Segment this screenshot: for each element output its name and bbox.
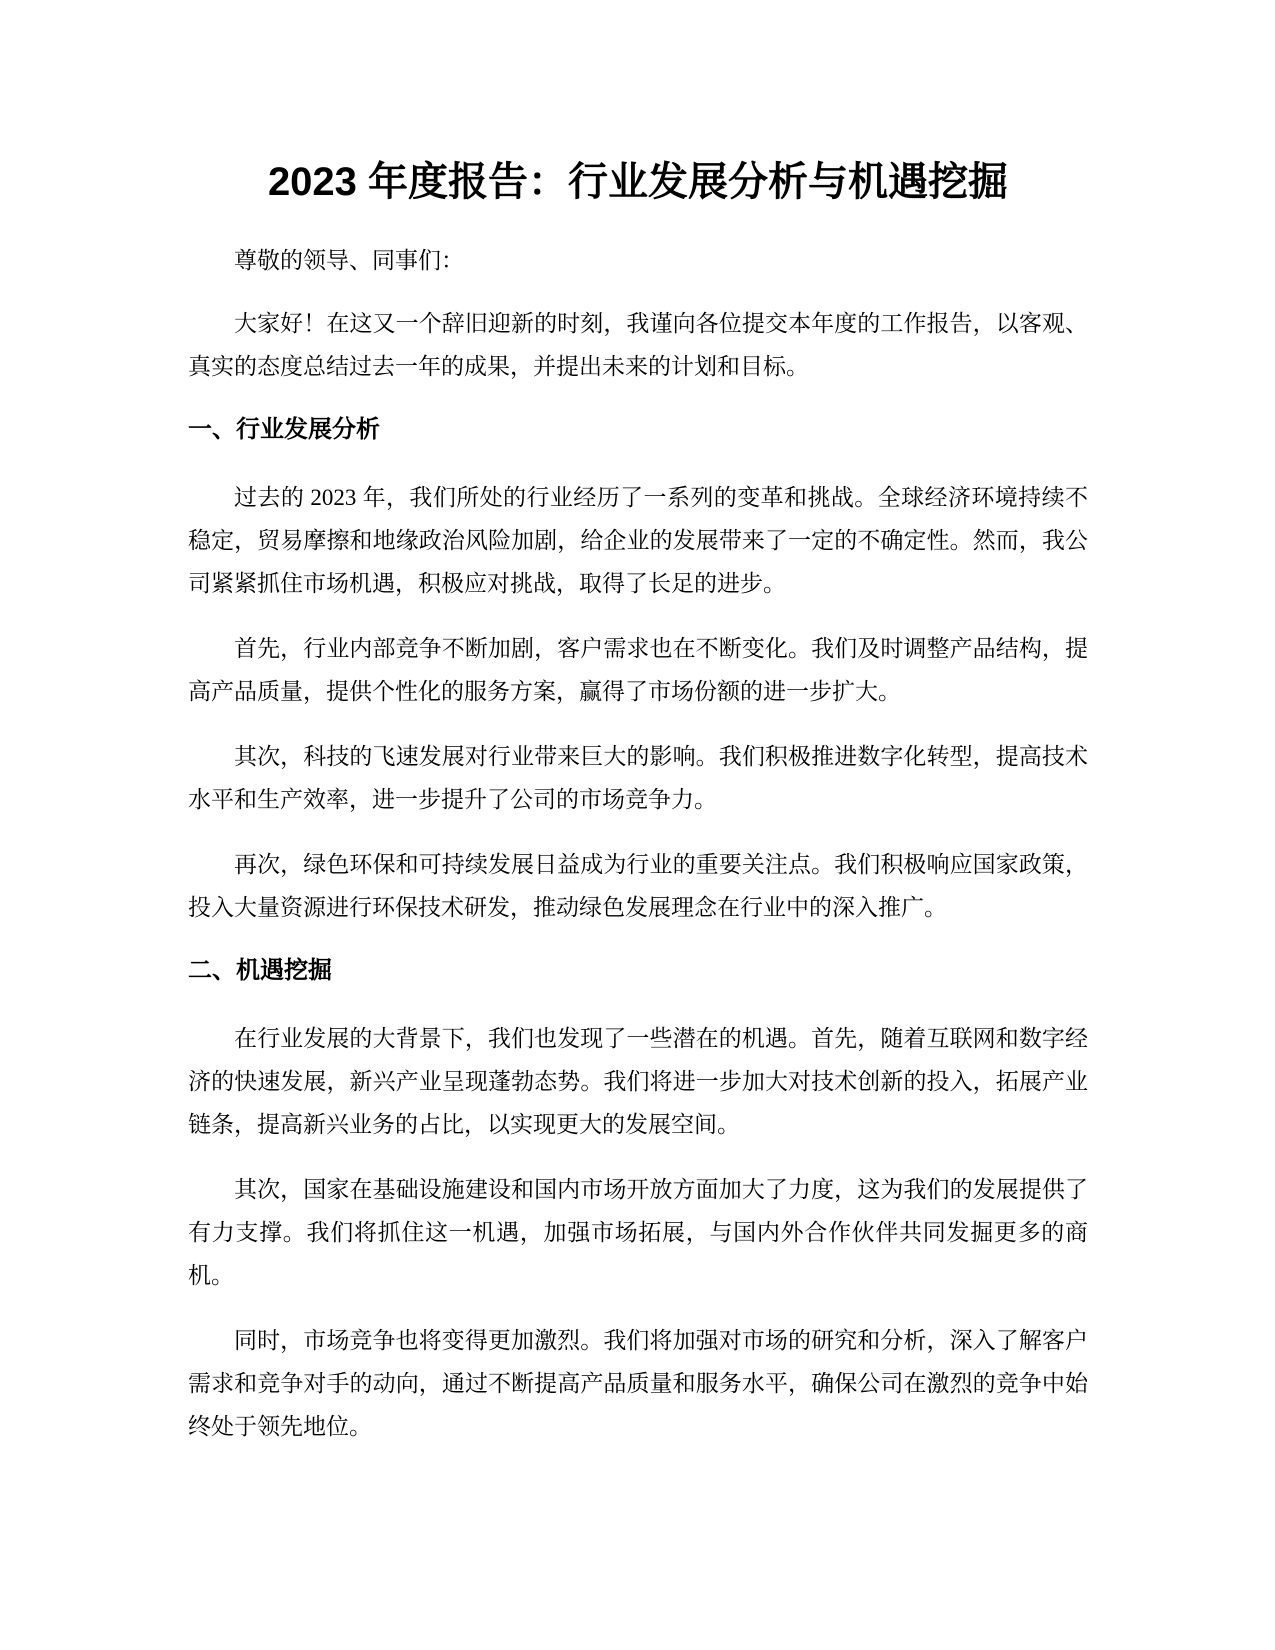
salutation: 尊敬的领导、同事们： — [234, 248, 464, 273]
intro-paragraph: 大家好！在这又一个辞旧迎新的时刻，我谨向各位提交本年度的工作报告，以客观、真实的态度总结过去一年的成果，并提出未来的计划和目标。 — [188, 311, 1088, 379]
body-paragraph: 过去的 2023 年，我们所处的行业经历了一系列的变革和挑战。全球经济环境持续不稳定，贸易摩擦和地缘政治风险加剧，给企业的发展带来了一定的不确定性。然而，我公司紧紧抓住市场机遇，积极应对挑战，取得了长足的进步。 — [188, 485, 1088, 596]
body-paragraph: 在行业发展的大背景下，我们也发现了一些潜在的机遇。首先，随着互联网和数字经济的快速发展，新兴产业呈现蓬勃态势。我们将进一步加大对技术创新的投入，拓展产业链条，提高新兴业务的占比，以实现更大的发展空间。 — [188, 1026, 1088, 1137]
body-paragraph: 其次，国家在基础设施建设和国内市场开放方面加大了力度，这为我们的发展提供了有力支撑。我们将抓住这一机遇，加强市场拓展，与国内外合作伙伴共同发掘更多的商机。 — [188, 1177, 1088, 1288]
document-title: 2023 年度报告：行业发展分析与机遇挖掘 — [267, 160, 1009, 204]
document-body — [188, 140, 1088, 1470]
section-heading-opportunities: 二、机遇挖掘 — [188, 957, 332, 984]
body-paragraph: 再次，绿色环保和可持续发展日益成为行业的重要关注点。我们积极响应国家政策，投入大量资源进行环保技术研发，推动绿色发展理念在行业中的深入推广。 — [188, 852, 1088, 920]
body-paragraph: 其次，科技的飞速发展对行业带来巨大的影响。我们积极推进数字化转型，提高技术水平和生产效率，进一步提升了公司的市场竞争力。 — [188, 744, 1088, 812]
section-heading-industry-analysis: 一、行业发展分析 — [188, 416, 380, 443]
body-paragraph: 同时，市场竞争也将变得更加激烈。我们将加强对市场的研究和分析，深入了解客户需求和竞争对手的动向，通过不断提高产品质量和服务水平，确保公司在激烈的竞争中始终处于领先地位。 — [188, 1328, 1088, 1439]
body-paragraph: 首先，行业内部竞争不断加剧，客户需求也在不断变化。我们及时调整产品结构，提高产品质量，提供个性化的服务方案，赢得了市场份额的进一步扩大。 — [188, 636, 1088, 704]
